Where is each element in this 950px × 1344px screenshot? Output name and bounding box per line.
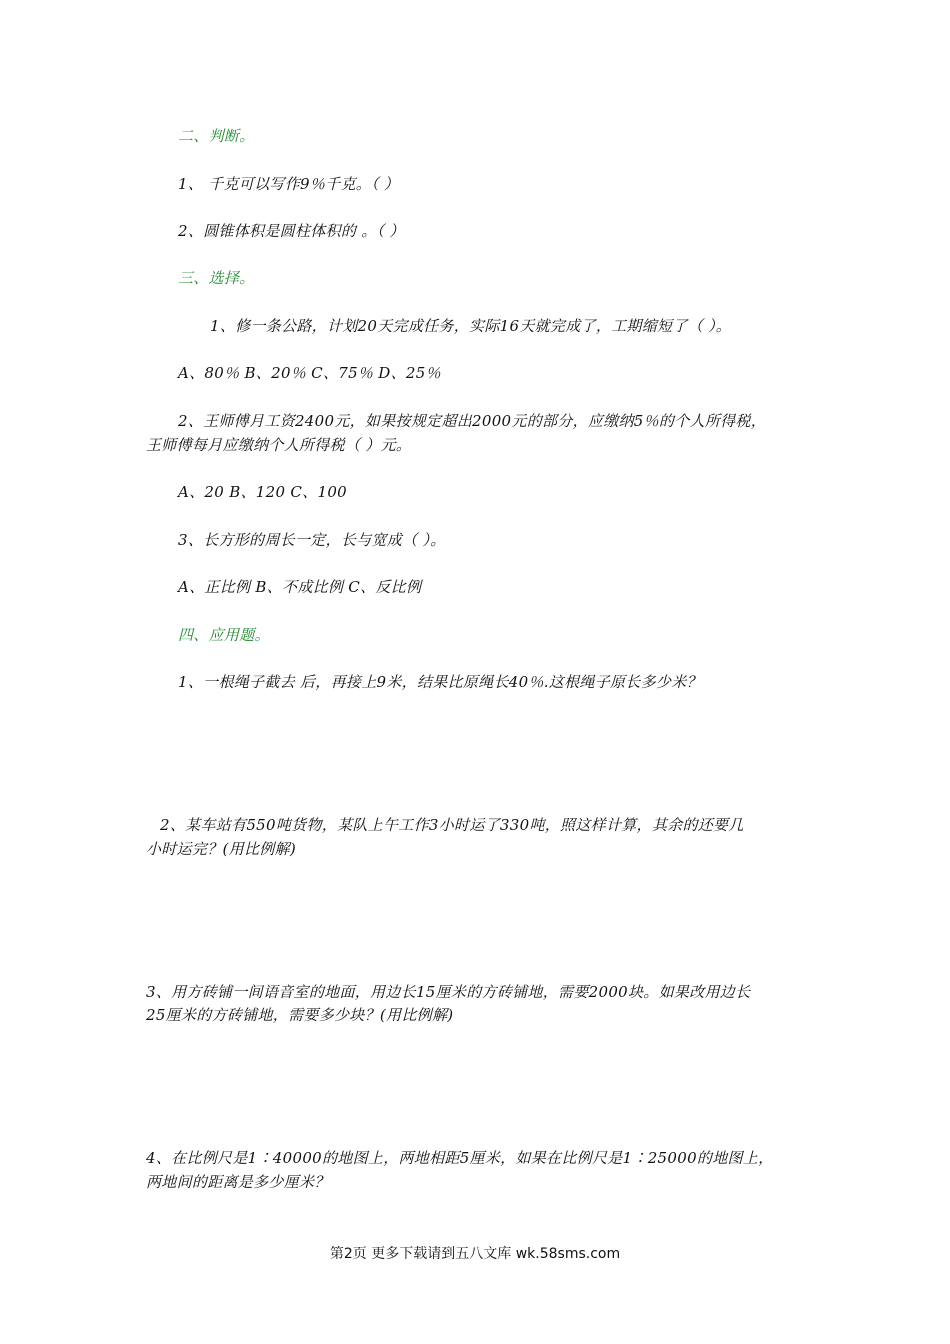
choice-question-3-options: A、正比例 B、不成比例 C、反比例 xyxy=(178,578,422,596)
application-question-2-line-2: 小时运完？(用比例解) xyxy=(146,840,297,858)
section-heading-choice: 三、选择。 xyxy=(178,269,255,287)
choice-question-2-line-1: 2、王师傅月工资2400元，如果按规定超出2000元的部分，应缴纳5％的个人所得税， xyxy=(178,412,767,430)
choice-question-1: 1、修一条公路，计划20天完成任务，实际16天就完成了，工期缩短了（ ）。 xyxy=(210,317,732,335)
judge-question-1: 1、 千克可以写作9％千克。（ ） xyxy=(178,175,400,193)
application-question-3-line-1: 3、用方砖铺一间语音室的地面，用边长15厘米的方砖铺地，需要2000块。如果改用边长 xyxy=(146,983,751,1001)
choice-question-3: 3、长方形的周长一定，长与宽成（ ）。 xyxy=(178,531,446,549)
application-question-1: 1、一根绳子截去 后，再接上9米，结果比原绳长40％.这根绳子原长多少米？ xyxy=(178,673,702,691)
application-question-2-line-1: 2、某车站有550吨货物，某队上午工作3小时运了330吨，照这样计算，其余的还要几 xyxy=(160,816,744,834)
section-heading-judge: 二、判断。 xyxy=(178,127,255,145)
choice-question-2-line-2: 王师傅每月应缴纳个人所得税（ ）元。 xyxy=(146,436,412,454)
application-question-3-line-2: 25厘米的方砖铺地，需要多少块？(用比例解) xyxy=(146,1006,454,1024)
page-footer: 第2页 更多下载请到五八文库 wk.58sms.com xyxy=(329,1246,621,1262)
choice-question-2-options: A、20 B、120 C、100 xyxy=(178,483,348,501)
judge-question-2: 2、圆锥体积是圆柱体积的 。（ ） xyxy=(178,222,405,240)
section-heading-application: 四、应用题。 xyxy=(178,626,270,644)
application-question-4-line-1: 4、在比例尺是1∶40000的地图上，两地相距5厘米，如果在比例尺是1∶25000的地图上， xyxy=(146,1149,774,1167)
application-question-4-line-2: 两地间的距离是多少厘米？ xyxy=(146,1173,330,1191)
choice-question-1-options: A、80％ B、20％ C、75％ D、25％ xyxy=(178,364,441,382)
